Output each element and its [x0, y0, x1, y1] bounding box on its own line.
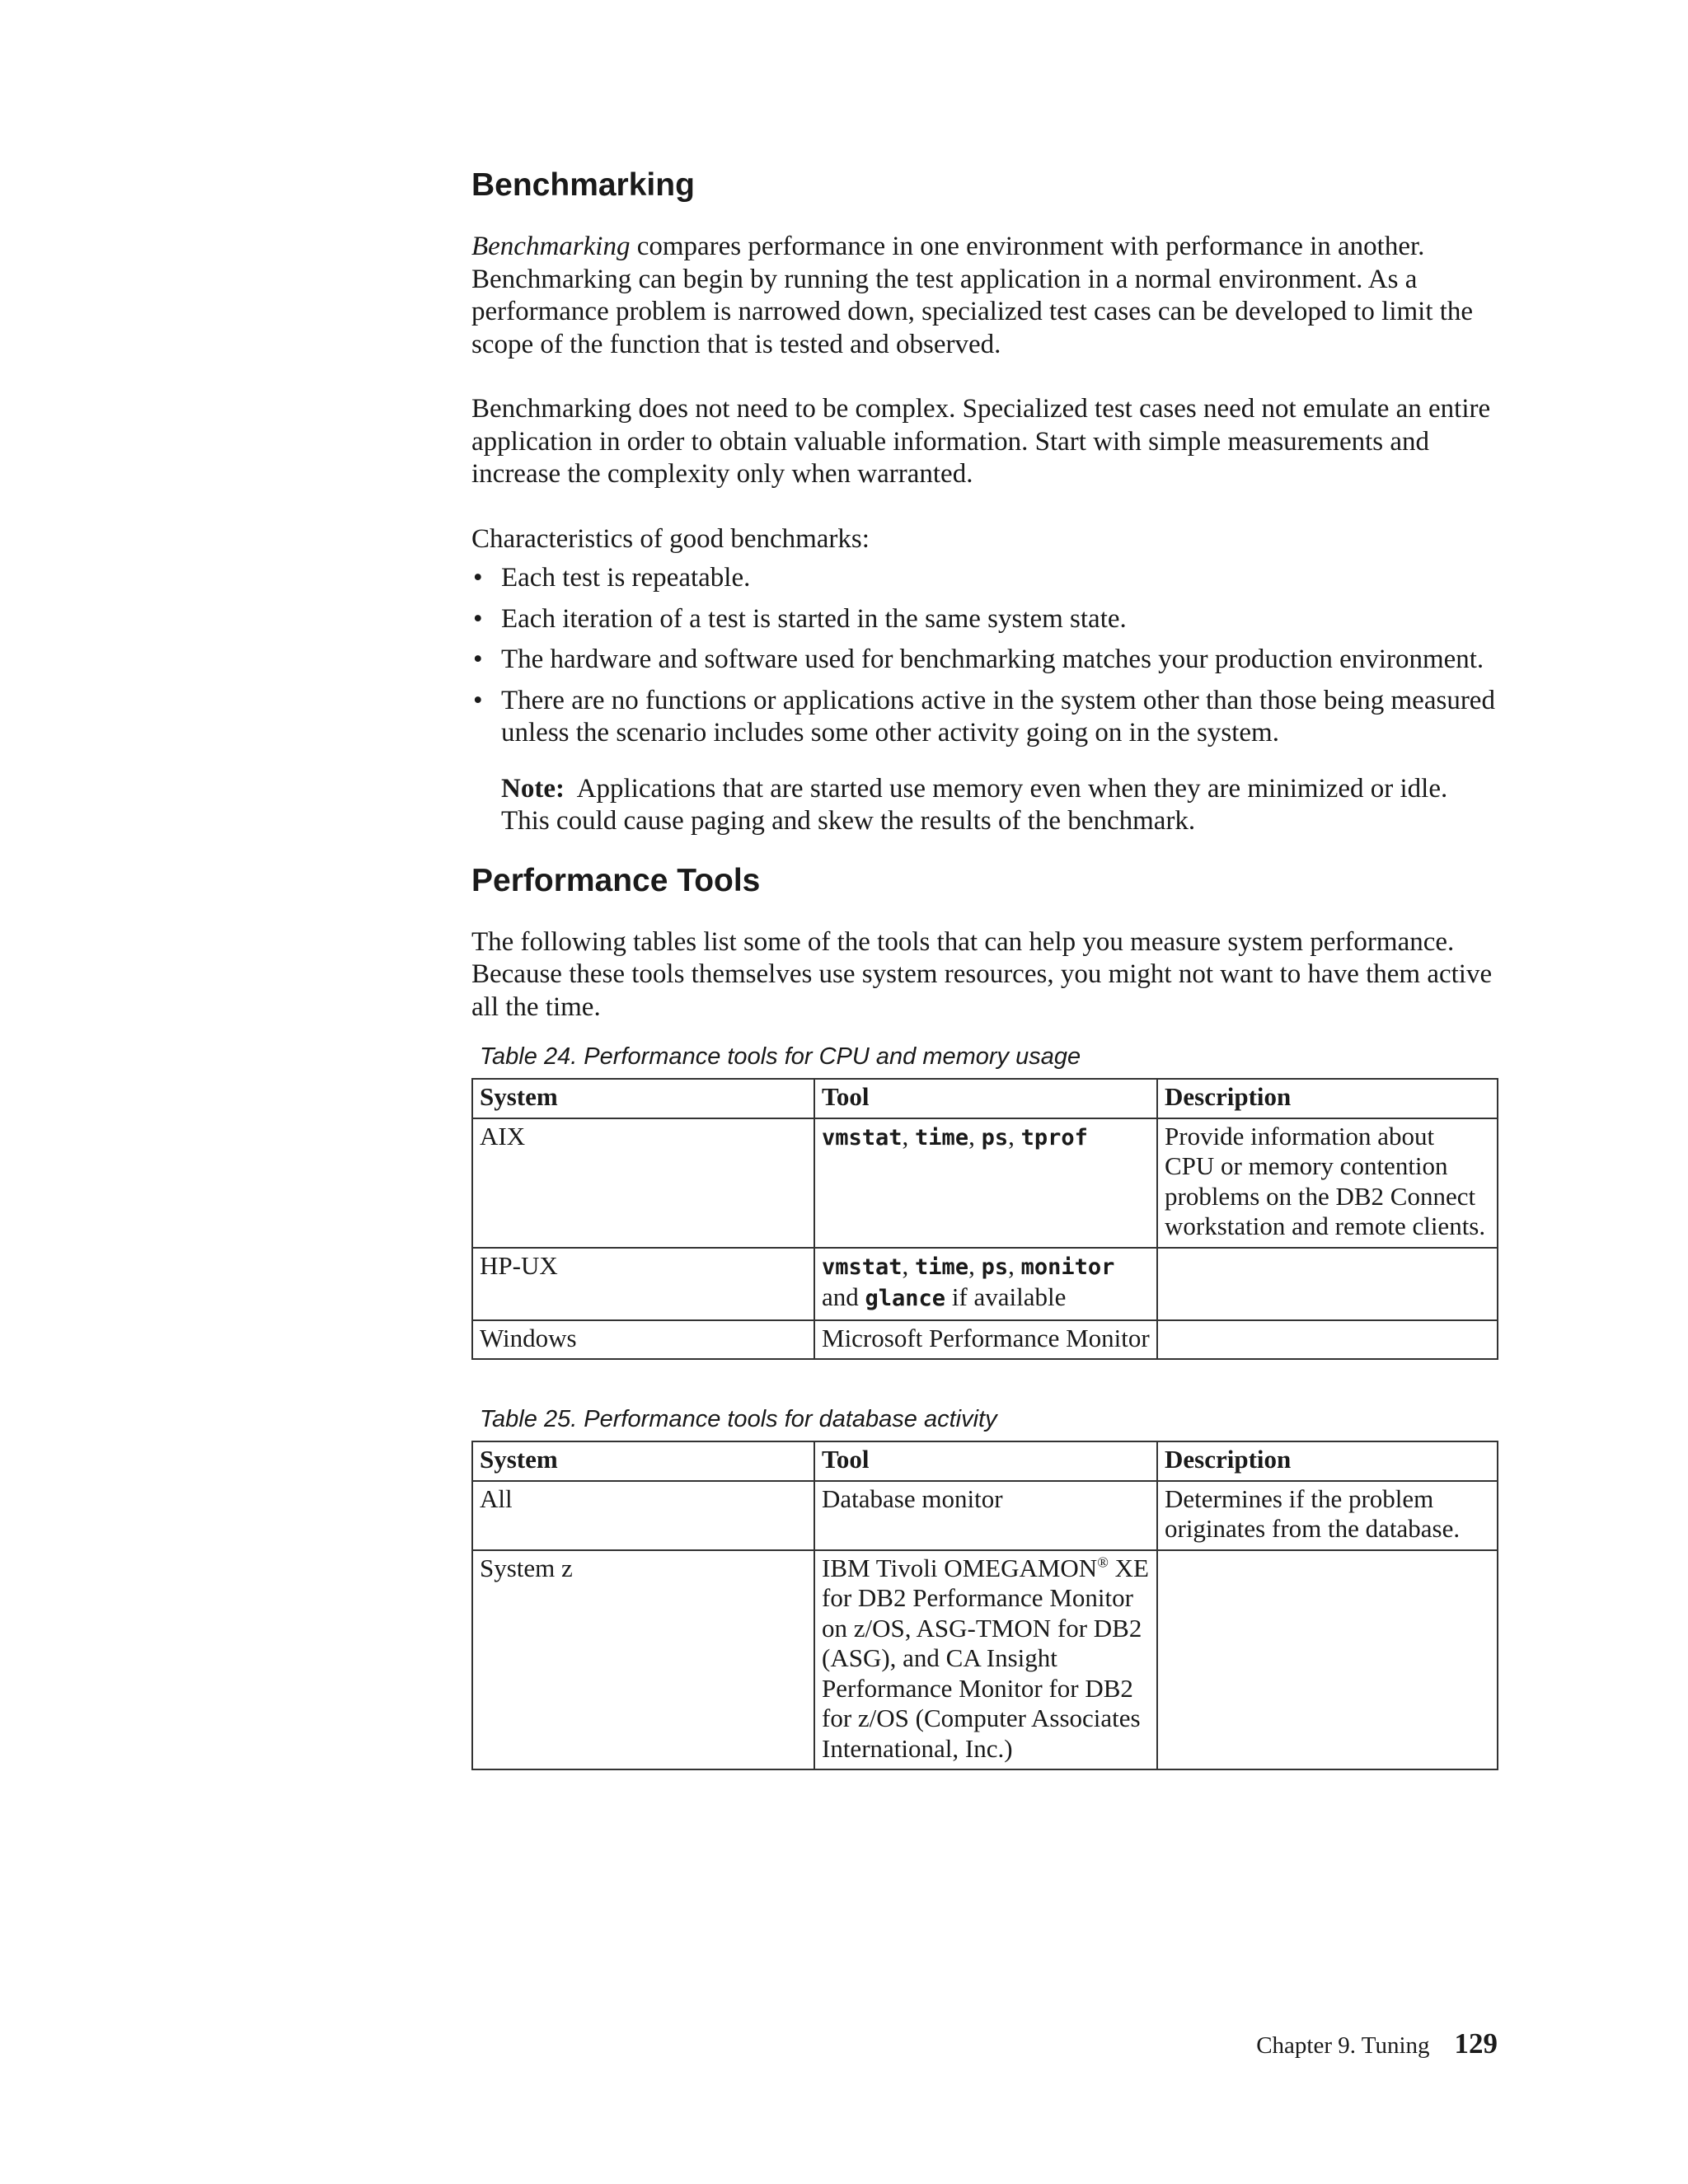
list-item: • Each iteration of a test is started in the same system state. — [471, 603, 1498, 636]
cell-tool: vmstat, time, ps, tprof — [814, 1118, 1157, 1248]
column-header-description: Description — [1157, 1441, 1498, 1481]
cell-description — [1157, 1320, 1498, 1360]
column-header-system: System — [472, 1079, 814, 1118]
cell-tool: IBM Tivoli OMEGAMON® XE for DB2 Performance Monitor on z/OS, ASG-TMON for DB2 (ASG), and CA Insight Performance Monitor for DB2 for z/OS (Computer Associates International, Inc.) — [814, 1550, 1157, 1770]
table-header-row — [472, 1441, 1498, 1481]
table-header-row — [472, 1079, 1498, 1118]
cell-system: AIX — [472, 1118, 814, 1248]
table-row — [472, 1320, 1498, 1360]
column-header-tool: Tool — [814, 1441, 1157, 1481]
note-label: Note: — [501, 773, 565, 804]
page-number: 129 — [1454, 2027, 1498, 2060]
column-header-tool: Tool — [814, 1079, 1157, 1118]
column-header-system: System — [472, 1441, 814, 1481]
benchmark-note — [501, 773, 1498, 838]
characteristics-list — [471, 562, 1498, 750]
benchmarking-characteristics-intro: Characteristics of good benchmarks: — [471, 523, 870, 554]
cell-description: Determines if the problem originates from the database. — [1157, 1481, 1498, 1550]
registered-mark: ® — [1097, 1554, 1109, 1571]
table-24-caption: Table 24. Performance tools for CPU and memory usage — [480, 1043, 1081, 1070]
cell-system: Windows — [472, 1320, 814, 1360]
cell-tool: vmstat, time, ps, monitor and glance if available — [814, 1248, 1157, 1320]
benchmarking-term: Benchmarking — [471, 232, 631, 261]
bullet-icon: • — [473, 563, 483, 593]
note-text: Applications that are started use memory even when they are minimized or idle. This could cause paging and skew the results of the benchmark. — [501, 773, 1448, 836]
table-row — [472, 1550, 1498, 1770]
table-row — [472, 1248, 1498, 1320]
list-item: • The hardware and software used for benchmarking matches your production environment. — [471, 644, 1498, 677]
table-25-database-activity-tools — [471, 1441, 1498, 1770]
heading-benchmarking: Benchmarking — [471, 167, 695, 203]
cell-description — [1157, 1550, 1498, 1770]
list-item: • There are no functions or applications active in the system other than those being measured unless the scenario includes some other activity going on in the system. — [473, 685, 1495, 748]
footer-chapter: Chapter 9. Tuning — [1256, 2032, 1430, 2059]
cell-description: Provide information about CPU or memory contention problems on the DB2 Connect workstation and remote clients. — [1157, 1118, 1498, 1248]
table-row — [472, 1118, 1498, 1248]
performance-tools-intro: The following tables list some of the tools that can help you measure system performance. Because these tools themselves use system resources, you might not want to have them active all the time. — [471, 926, 1493, 1022]
cell-description — [1157, 1248, 1498, 1320]
table-25-caption: Table 25. Performance tools for database activity — [480, 1406, 997, 1432]
cell-tool: Database monitor — [814, 1481, 1157, 1550]
bullet-icon: • — [473, 603, 483, 634]
bullet-icon: • — [473, 685, 483, 715]
bullet-icon: • — [473, 644, 483, 674]
cell-system: All — [472, 1481, 814, 1550]
table-24-cpu-memory-tools — [471, 1078, 1498, 1360]
page-footer — [1256, 2027, 1498, 2060]
cell-system: System z — [472, 1550, 814, 1770]
column-header-description: Description — [1157, 1079, 1498, 1118]
list-item: • Each test is repeatable. — [471, 562, 1498, 595]
heading-performance-tools: Performance Tools — [471, 862, 761, 898]
table-row — [472, 1481, 1498, 1550]
cell-system: HP-UX — [472, 1248, 814, 1320]
page-content — [471, 161, 1498, 1770]
benchmarking-paragraph-1 — [471, 231, 1498, 361]
cell-tool: Microsoft Performance Monitor — [814, 1320, 1157, 1360]
benchmarking-paragraph-1-text: compares performance in one environment with performance in another. Benchmarking can begin by running the test application in a normal environment. As a performance problem is narrowed down, specialized test cases can be developed to limit the scope of the function that is tested and observed. — [471, 232, 1474, 359]
benchmarking-paragraph-2: Benchmarking does not need to be complex. Specialized test cases need not emulate an entire application in order to obtain valuable information. Start with simple measurements and increase the complexity only when warranted. — [471, 394, 1491, 489]
